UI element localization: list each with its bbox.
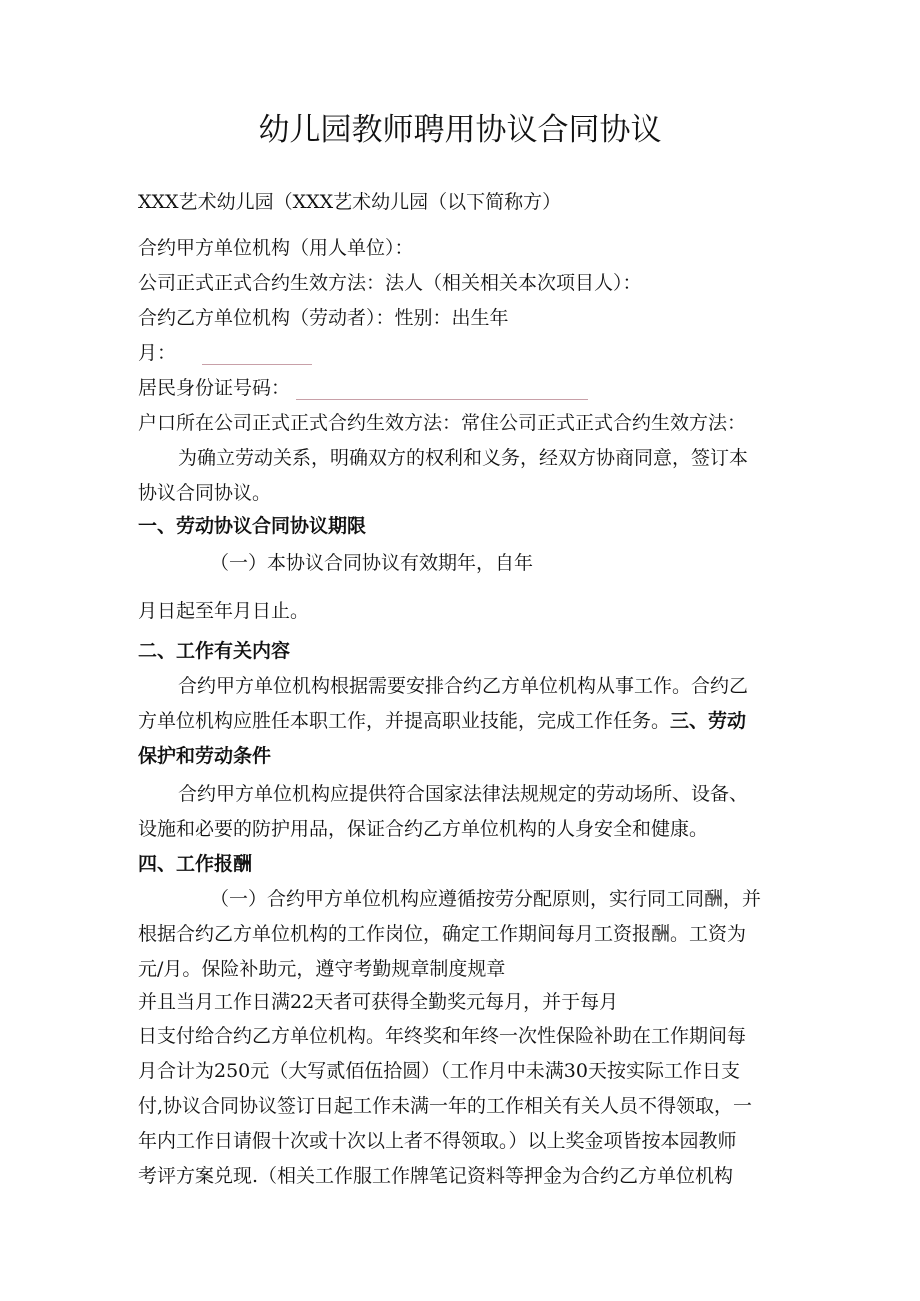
id-number-blank[interactable] bbox=[296, 385, 588, 400]
section-4-line-6: 月合计为250元（大写贰佰伍拾圆）（工作月中未满30天按实际工作日支 bbox=[138, 1060, 740, 1082]
section-1-item-1-cont: 月日起至年月日止。 bbox=[138, 600, 310, 622]
id-number-label: 居民身份证号码： bbox=[138, 377, 291, 399]
section-4-line-2: 根据合约乙方单位机构的工作岗位，确定工作期间每月工资报酬。工资为 bbox=[138, 923, 747, 945]
birth-month-label: 月： bbox=[138, 342, 177, 364]
section-2-line-2-row bbox=[138, 709, 746, 733]
section-1-item-1: （一）本协议合同协议有效期年，自年 bbox=[210, 552, 534, 574]
section-2-line-1: 合约甲方单位机构根据需要安排合约乙方单位机构从事工作。合约乙 bbox=[178, 675, 749, 697]
section-4-heading: 四、工作报酬 bbox=[138, 853, 253, 875]
preamble-line-2: 协议合同协议。 bbox=[138, 482, 272, 504]
document-title: 幼儿园教师聘用协议合同协议 bbox=[258, 112, 662, 148]
section-3-heading-part-2: 保护和劳动条件 bbox=[138, 745, 272, 767]
birth-month-row bbox=[138, 341, 312, 365]
section-4-line-5: 日支付给合约乙方单位机构。年终奖和年终一次性保险补助在工作期间每 bbox=[138, 1025, 747, 1047]
id-number-row bbox=[138, 376, 588, 400]
legal-rep-line: 公司正式正式合约生效方法：法人（相关相关本次项目人）： bbox=[138, 272, 642, 294]
party-b-line: 合约乙方单位机构（劳动者）：性别：出生年 bbox=[138, 307, 509, 329]
school-line: XXX艺术幼儿园（XXX艺术幼儿园（以下简称方） bbox=[138, 191, 562, 213]
section-3-heading-part-1: 三、劳动 bbox=[670, 710, 747, 732]
birth-month-blank[interactable] bbox=[202, 350, 312, 365]
section-3-line-1: 合约甲方单位机构应提供符合国家法律法规规定的劳动场所、设备、 bbox=[178, 783, 749, 805]
section-2-heading: 二、工作有关内容 bbox=[138, 640, 291, 662]
party-a-line: 合约甲方单位机构（用人单位）： bbox=[138, 237, 414, 259]
section-4-line-3: 元/月。保险补助元，遵守考勤规章制度规章 bbox=[138, 958, 506, 980]
section-4-line-9: 考评方案兑现.（相关工作服工作牌笔记资料等押金为合约乙方单位机构 bbox=[138, 1165, 734, 1187]
section-4-line-4: 并且当月工作日满22天者可获得全勤奖元每月，并于每月 bbox=[138, 991, 619, 1013]
section-4-line-1: （一）合约甲方单位机构应遵循按劳分配原则，实行同工同酬，并 bbox=[210, 888, 762, 910]
residence-line: 户口所在公司正式正式合约生效方法：常住公司正式正式合约生效方法： bbox=[138, 412, 747, 434]
section-4-line-8: 年内工作日请假十次或十次以上者不得领取。）以上奖金项皆按本园教师 bbox=[138, 1130, 737, 1152]
section-4-line-7: 付,协议合同协议签订日起工作未满一年的工作相关有关人员不得领取，一 bbox=[138, 1095, 753, 1117]
section-1-heading: 一、劳动协议合同协议期限 bbox=[138, 515, 367, 537]
preamble-line-1: 为确立劳动关系，明确双方的权利和义务，经双方协商同意，签订本 bbox=[178, 447, 749, 469]
section-2-line-2: 方单位机构应胜任本职工作，并提高职业技能，完成工作任务。 bbox=[138, 710, 671, 732]
section-3-line-2: 设施和必要的防护用品，保证合约乙方单位机构的人身安全和健康。 bbox=[138, 818, 709, 840]
